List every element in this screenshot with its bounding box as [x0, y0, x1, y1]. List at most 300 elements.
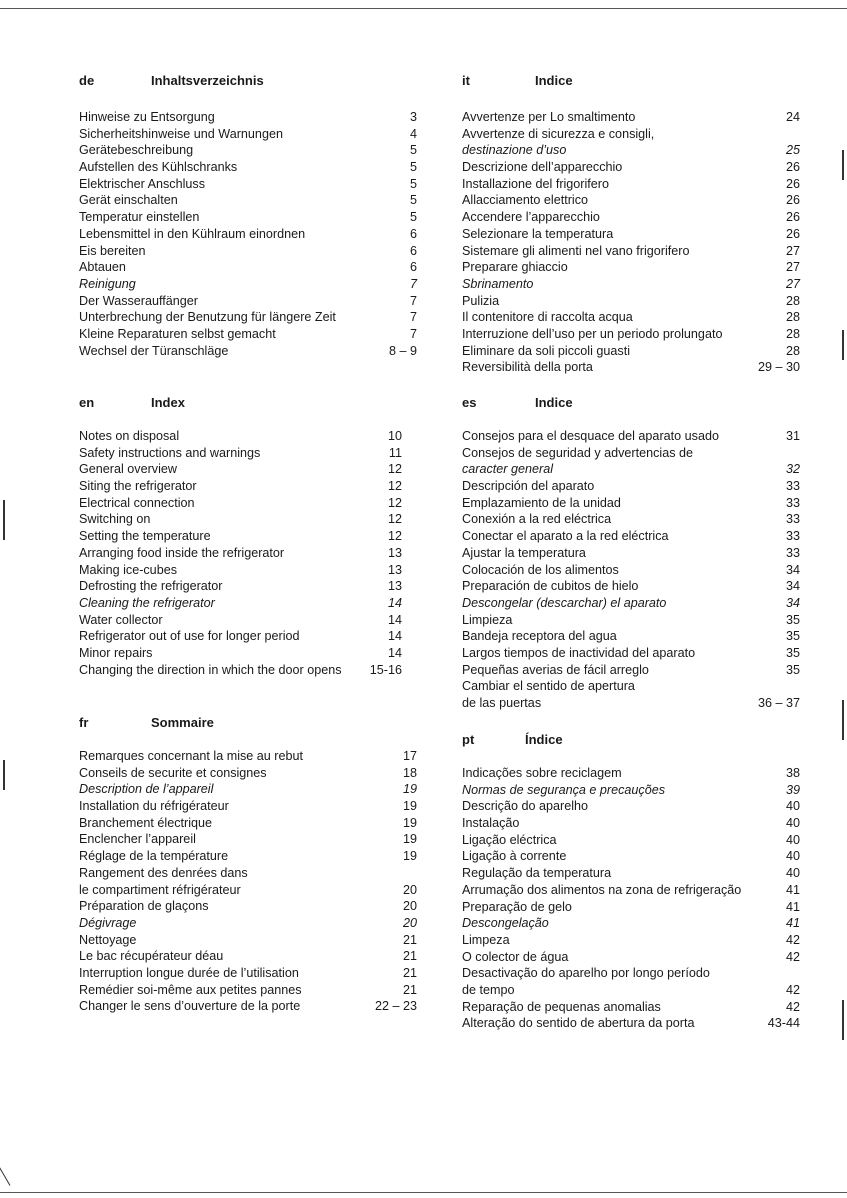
toc-entry [462, 528, 800, 545]
toc-entry-page: 41 [785, 899, 800, 914]
toc-entry-page: 17 [402, 749, 417, 763]
toc-entry [79, 612, 402, 629]
toc-entry [462, 782, 800, 799]
toc-entry-page: 8 – 9 [388, 343, 417, 358]
toc-entry-label: Der Wasserauffänger [79, 293, 198, 308]
toc-entry-page: 7 [409, 276, 417, 291]
language-code: fr [79, 715, 89, 730]
toc-entry-page: 19 [402, 799, 417, 814]
toc-entry [462, 832, 800, 849]
toc-entry-page: 33 [785, 495, 800, 510]
toc-entry-label: Limpeza [462, 932, 510, 947]
toc-entry-page: 29 – 30 [757, 360, 800, 375]
toc-entry [462, 243, 800, 260]
toc-entry-label: Defrosting the refrigerator [79, 579, 223, 594]
toc-entry-label: Desactivação do aparelho por longo período [462, 966, 710, 981]
toc-entry-label: Gerät einschalten [79, 193, 178, 208]
toc-entry-label: Changing the direction in which the door opens [79, 662, 342, 677]
toc-entry-label: Eis bereiten [79, 243, 146, 258]
toc-entry-page: 33 [785, 512, 800, 527]
toc-entry [462, 695, 800, 712]
toc-entry [462, 865, 800, 882]
toc-entry-label: Safety instructions and warnings [79, 445, 261, 460]
toc-entry-label: Gerätebeschreibung [79, 143, 194, 158]
toc-entry [462, 511, 800, 528]
toc-entry-page: 14 [387, 645, 402, 660]
toc-entry-label: Regulação da temperatura [462, 866, 612, 881]
toc-entry [462, 192, 800, 209]
toc-entry-page: 42 [785, 949, 800, 964]
toc-entry [462, 882, 800, 899]
toc-entry-label: Conseils de securite et consignes [79, 765, 267, 780]
toc-entry-label: Lebensmittel in den Kühlraum einordnen [79, 226, 306, 241]
toc-entry-label: Setting the temperature [79, 529, 211, 544]
toc-entry-label: Making ice-cubes [79, 562, 177, 577]
toc-entry-label: Selezionare la temperatura [462, 226, 614, 241]
toc-entry-page: 40 [785, 866, 800, 881]
toc-entry-label: Preparare ghiaccio [462, 260, 568, 275]
toc-entry-label: Alteração do sentido de abertura da porta [462, 1016, 695, 1031]
toc-entry [79, 915, 417, 932]
section-title: Inhaltsverzeichnis [151, 73, 264, 88]
toc-entry [462, 899, 800, 916]
toc-entry-label: Réglage de la température [79, 849, 229, 864]
scan-mark-right-1 [842, 150, 844, 180]
toc-entry [462, 932, 800, 949]
toc-entry-label: Refrigerator out of use for longer period [79, 629, 300, 644]
toc-entry [79, 495, 402, 512]
toc-entry-label: Sicherheitshinweise und Warnungen [79, 126, 283, 141]
toc-list [79, 748, 417, 1015]
toc-entry-page: 12 [387, 529, 402, 544]
toc-entry-page: 39 [785, 782, 800, 797]
toc-entry-page: 7 [409, 326, 417, 341]
toc-entry-label: Minor repairs [79, 645, 153, 660]
toc-entry-label: Le bac récupérateur déau [79, 949, 224, 964]
toc-entry-label: Reversibilità della porta [462, 360, 593, 375]
toc-entry-label: Largos tiempos de inactividad del aparato [462, 645, 696, 660]
toc-entry-page: 32 [785, 462, 800, 477]
toc-entry-label: Hinweise zu Entsorgung [79, 110, 215, 124]
toc-entry-label: Emplazamiento de la unidad [462, 495, 621, 510]
toc-entry [462, 612, 800, 629]
toc-entry-label: Siting the refrigerator [79, 479, 197, 494]
toc-entry-page: 26 [785, 210, 800, 225]
toc-entry-page: 4 [409, 126, 417, 141]
toc-entry [79, 831, 417, 848]
toc-entry-page: 34 [785, 579, 800, 594]
toc-entry [462, 848, 800, 865]
toc-entry-label: Enclencher l’appareil [79, 832, 196, 847]
toc-entry [79, 815, 417, 832]
toc-entry-label: Reparação de pequenas anomalias [462, 999, 661, 1014]
toc-entry [79, 445, 402, 462]
toc-entry-label: Notes on disposal [79, 429, 180, 443]
toc-entry [462, 142, 800, 159]
section-title: Indice [535, 395, 573, 410]
toc-entry [79, 848, 417, 865]
toc-entry-page: 42 [785, 982, 800, 997]
toc-entry-label: Descrizione dell’apparecchio [462, 160, 623, 175]
toc-entry [79, 226, 417, 243]
toc-entry [462, 982, 800, 999]
toc-entry [462, 915, 800, 932]
toc-entry-page: 28 [785, 310, 800, 325]
toc-entry-page: 6 [409, 243, 417, 258]
toc-entry [462, 798, 800, 815]
toc-entry-page: 21 [402, 965, 417, 980]
toc-entry-label: Nettoyage [79, 932, 137, 947]
toc-entry-label: Préparation de glaçons [79, 899, 209, 914]
toc-entry-label: Remédier soi-même aux petites pannes [79, 982, 302, 997]
toc-entry-label: Avvertenze per Lo smaltimento [462, 110, 636, 124]
toc-entry-label: Arranging food inside the refrigerator [79, 545, 285, 560]
toc-entry-label: Description de l’appareil [79, 782, 214, 797]
toc-entry-page: 21 [402, 932, 417, 947]
toc-entry-label: Limpieza [462, 612, 513, 627]
toc-entry-page: 19 [402, 832, 417, 847]
toc-entry [79, 176, 417, 193]
toc-entry-label: Instalação [462, 816, 520, 831]
toc-entry [79, 243, 417, 260]
toc-entry-page: 14 [387, 629, 402, 644]
toc-entry-label: Bandeja receptora del agua [462, 629, 617, 644]
toc-entry-page: 35 [785, 645, 800, 660]
toc-entry [79, 478, 402, 495]
toc-entry-page: 5 [409, 193, 417, 208]
toc-entry-label: Arrumação dos alimentos na zona de refrigeração [462, 882, 742, 897]
toc-entry-label: Pulizia [462, 293, 500, 308]
toc-entry [462, 1015, 800, 1032]
toc-entry [462, 126, 800, 143]
toc-entry [462, 276, 800, 293]
toc-entry-page: 40 [785, 816, 800, 831]
toc-entry-label: Conexión a la red eléctrica [462, 512, 612, 527]
toc-entry [79, 209, 417, 226]
toc-entry [79, 326, 417, 343]
toc-entry-label: Changer le sens d’ouverture de la porte [79, 999, 301, 1014]
toc-entry [79, 259, 417, 276]
toc-entry-label: le compartiment réfrigérateur [79, 882, 241, 897]
language-code: it [462, 73, 470, 88]
scan-top-rule [0, 8, 847, 9]
toc-entry-page: 14 [387, 595, 402, 610]
toc-entry [462, 578, 800, 595]
toc-entry [79, 461, 402, 478]
toc-entry-label: O colector de água [462, 949, 569, 964]
toc-entry-label: Temperatur einstellen [79, 210, 200, 225]
toc-entry [79, 578, 402, 595]
toc-entry-page: 36 – 37 [757, 696, 800, 710]
toc-entry-label: Accendere l’apparecchio [462, 210, 600, 225]
toc-entry-page: 13 [387, 562, 402, 577]
toc-entry [79, 545, 402, 562]
toc-entry [462, 478, 800, 495]
language-code: de [79, 73, 95, 88]
toc-entry [79, 428, 402, 445]
toc-entry [79, 126, 417, 143]
toc-entry-page: 35 [785, 662, 800, 677]
section-title: Sommaire [151, 715, 214, 730]
toc-entry [79, 882, 417, 899]
toc-entry-label: Interruption longue durée de l’utilisation [79, 965, 299, 980]
toc-entry-page: 42 [785, 999, 800, 1014]
toc-entry-label: de tempo [462, 982, 515, 997]
toc-entry-label: Consejos para el desquace del aparato usado [462, 429, 719, 443]
toc-entry [79, 276, 417, 293]
toc-entry-label: Remarques concernant la mise au rebut [79, 749, 304, 763]
toc-entry-page: 7 [409, 310, 417, 325]
section-title: Índice [525, 732, 563, 747]
toc-entry-page: 33 [785, 479, 800, 494]
toc-entry [462, 159, 800, 176]
toc-entry-page: 12 [387, 495, 402, 510]
toc-entry-label: Normas de segurança e precauções [462, 782, 666, 797]
toc-entry-label: Consejos de seguridad y advertencias de [462, 445, 694, 460]
toc-entry-page: 6 [409, 226, 417, 241]
toc-entry-page: 20 [402, 899, 417, 914]
toc-entry-page: 26 [785, 226, 800, 241]
toc-entry-label: Allacciamento elettrico [462, 193, 588, 208]
toc-entry-page: 19 [402, 849, 417, 864]
scan-mark-left-1 [3, 500, 5, 540]
toc-entry-label: Cambiar el sentido de apertura [462, 679, 635, 694]
toc-entry-label: Sistemare gli alimenti nel vano frigorifero [462, 243, 690, 258]
toc-entry-page: 28 [785, 343, 800, 358]
toc-entry [79, 343, 417, 360]
section-title: Indice [535, 73, 573, 88]
toc-entry-page: 43-44 [767, 1016, 800, 1031]
scan-mark-right-4 [842, 1000, 844, 1040]
toc-entry [462, 595, 800, 612]
toc-entry-page: 22 – 23 [374, 999, 417, 1014]
toc-entry-label: Descrição do aparelho [462, 799, 589, 814]
toc-entry-page: 6 [409, 260, 417, 275]
toc-entry-page: 35 [785, 612, 800, 627]
toc-entry [79, 528, 402, 545]
toc-entry-page: 19 [402, 782, 417, 797]
toc-entry-page: 12 [387, 479, 402, 494]
toc-entry-label: Cleaning the refrigerator [79, 595, 215, 610]
toc-entry [462, 359, 800, 376]
toc-entry-page: 26 [785, 160, 800, 175]
toc-list [462, 765, 800, 1032]
toc-entry-page: 5 [409, 176, 417, 191]
toc-entry-label: destinazione d’uso [462, 143, 567, 158]
language-code: es [462, 395, 477, 410]
toc-entry-page: 28 [785, 326, 800, 341]
toc-entry [462, 678, 800, 695]
toc-entry-label: Pequeñas averias de fácil arreglo [462, 662, 649, 677]
toc-entry [79, 982, 417, 999]
scan-mark-left [0, 1166, 10, 1186]
toc-entry [462, 815, 800, 832]
toc-entry [79, 998, 417, 1015]
toc-entry-page: 12 [387, 462, 402, 477]
toc-entry [462, 226, 800, 243]
toc-entry [79, 511, 402, 528]
toc-entry-label: Aufstellen des Kühlschranks [79, 160, 238, 175]
toc-entry-page: 13 [387, 545, 402, 560]
toc-entry-page: 18 [402, 765, 417, 780]
scan-bottom-rule [0, 1192, 847, 1193]
toc-entry-label: General overview [79, 462, 177, 477]
toc-entry [79, 595, 402, 612]
toc-entry-page: 40 [785, 849, 800, 864]
toc-entry-page: 19 [402, 815, 417, 830]
toc-entry-page: 26 [785, 193, 800, 208]
toc-entry-page: 38 [785, 766, 800, 780]
toc-entry-label: Sbrinamento [462, 276, 534, 291]
toc-list [79, 109, 417, 359]
toc-entry [79, 142, 417, 159]
toc-entry [79, 765, 417, 782]
toc-entry [79, 781, 417, 798]
toc-entry [462, 628, 800, 645]
toc-entry-page: 25 [785, 143, 800, 158]
toc-entry-label: Indicações sobre reciclagem [462, 766, 622, 780]
toc-entry-page: 41 [785, 916, 800, 931]
toc-entry-label: Water collector [79, 612, 163, 627]
toc-entry [462, 343, 800, 360]
toc-entry [79, 293, 417, 310]
toc-entry [462, 293, 800, 310]
toc-entry-page: 28 [785, 293, 800, 308]
toc-entry [462, 495, 800, 512]
toc-entry-page: 5 [409, 143, 417, 158]
toc-entry-label: Electrical connection [79, 495, 195, 510]
toc-entry [462, 645, 800, 662]
toc-entry-label: caracter general [462, 462, 554, 477]
toc-entry [79, 192, 417, 209]
toc-entry-page: 27 [785, 243, 800, 258]
toc-entry-page: 26 [785, 176, 800, 191]
toc-entry-page: 42 [785, 932, 800, 947]
section-title: Index [151, 395, 185, 410]
toc-entry [79, 965, 417, 982]
toc-entry-label: de las puertas [462, 696, 542, 710]
toc-entry-page: 31 [785, 429, 800, 443]
toc-entry-page: 40 [785, 799, 800, 814]
toc-entry [462, 259, 800, 276]
toc-entry-page: 33 [785, 545, 800, 560]
toc-entry [79, 948, 417, 965]
toc-entry-label: Wechsel der Türanschläge [79, 343, 229, 358]
toc-entry [462, 428, 800, 445]
toc-entry [79, 932, 417, 949]
toc-entry-page: 20 [402, 882, 417, 897]
toc-entry [462, 562, 800, 579]
toc-entry [462, 765, 800, 782]
toc-entry [462, 965, 800, 982]
toc-entry-label: Branchement électrique [79, 815, 213, 830]
toc-entry-page: 7 [409, 293, 417, 308]
toc-entry-page: 34 [785, 562, 800, 577]
toc-entry-label: Preparación de cubitos de hielo [462, 579, 639, 594]
toc-entry-page: 10 [387, 429, 402, 443]
toc-entry [462, 176, 800, 193]
toc-entry-page: 34 [785, 595, 800, 610]
toc-entry-page: 11 [388, 445, 402, 460]
toc-entry-page: 5 [409, 210, 417, 225]
toc-entry-label: Descongelação [462, 916, 549, 931]
toc-entry-page: 27 [785, 260, 800, 275]
toc-entry [79, 662, 402, 679]
toc-entry-page: 41 [785, 882, 800, 897]
toc-entry-label: Descripción del aparato [462, 479, 595, 494]
toc-entry-label: Unterbrechung der Benutzung für längere Zeit [79, 310, 336, 325]
toc-entry-page: 12 [387, 512, 402, 527]
language-code: pt [462, 732, 475, 747]
toc-entry [79, 798, 417, 815]
scan-mark-right-2 [842, 330, 844, 360]
toc-entry-page: 27 [785, 276, 800, 291]
toc-list [462, 109, 800, 376]
toc-entry [462, 949, 800, 966]
toc-entry-label: Avvertenze di sicurezza e consigli, [462, 126, 655, 141]
toc-entry-page: 15-16 [369, 662, 402, 677]
toc-entry-label: Conectar el aparato a la red eléctrica [462, 529, 669, 544]
toc-entry-page: 20 [402, 915, 417, 930]
toc-entry-page: 13 [387, 579, 402, 594]
toc-entry-page: 40 [785, 832, 800, 847]
toc-entry-label: Kleine Reparaturen selbst gemacht [79, 326, 276, 341]
toc-entry-label: Ligação eléctrica [462, 832, 557, 847]
toc-entry [462, 999, 800, 1016]
toc-entry [462, 445, 800, 462]
toc-entry [462, 461, 800, 478]
toc-entry-label: Ajustar la temperatura [462, 545, 586, 560]
toc-entry-label: Installazione del frigorifero [462, 176, 610, 191]
toc-entry-label: Ligação à corrente [462, 849, 567, 864]
toc-entry [79, 159, 417, 176]
toc-entry-label: Reinigung [79, 276, 136, 291]
toc-entry-page: 24 [785, 110, 800, 124]
toc-entry-page: 21 [402, 949, 417, 964]
toc-entry [462, 209, 800, 226]
toc-entry [79, 562, 402, 579]
toc-entry-label: Interruzione dell’uso per un periodo prolungato [462, 326, 723, 341]
toc-entry-label: Colocación de los alimentos [462, 562, 619, 577]
toc-entry-page: 5 [409, 160, 417, 175]
toc-entry-label: Installation du réfrigérateur [79, 799, 229, 814]
toc-entry [462, 326, 800, 343]
toc-entry [79, 898, 417, 915]
toc-list [462, 428, 800, 712]
toc-list [79, 428, 402, 678]
toc-entry-page: 21 [402, 982, 417, 997]
toc-entry-label: Elektrischer Anschluss [79, 176, 205, 191]
toc-entry [79, 645, 402, 662]
toc-entry [462, 662, 800, 679]
toc-entry-label: Preparação de gelo [462, 899, 572, 914]
toc-entry-label: Switching on [79, 512, 151, 527]
scan-mark-right-3 [842, 700, 844, 740]
toc-entry [462, 545, 800, 562]
toc-entry-page: 33 [785, 529, 800, 544]
toc-entry-label: Eliminare da soli piccoli guasti [462, 343, 630, 358]
toc-entry [79, 109, 417, 126]
toc-entry-page: 3 [409, 110, 417, 124]
toc-entry [462, 309, 800, 326]
toc-entry [79, 748, 417, 765]
toc-entry-label: Il contenitore di raccolta acqua [462, 310, 633, 325]
toc-entry [79, 628, 402, 645]
toc-entry-label: Descongelar (descarchar) el aparato [462, 595, 667, 610]
toc-entry-label: Dégivrage [79, 915, 137, 930]
toc-entry [462, 109, 800, 126]
language-code: en [79, 395, 95, 410]
